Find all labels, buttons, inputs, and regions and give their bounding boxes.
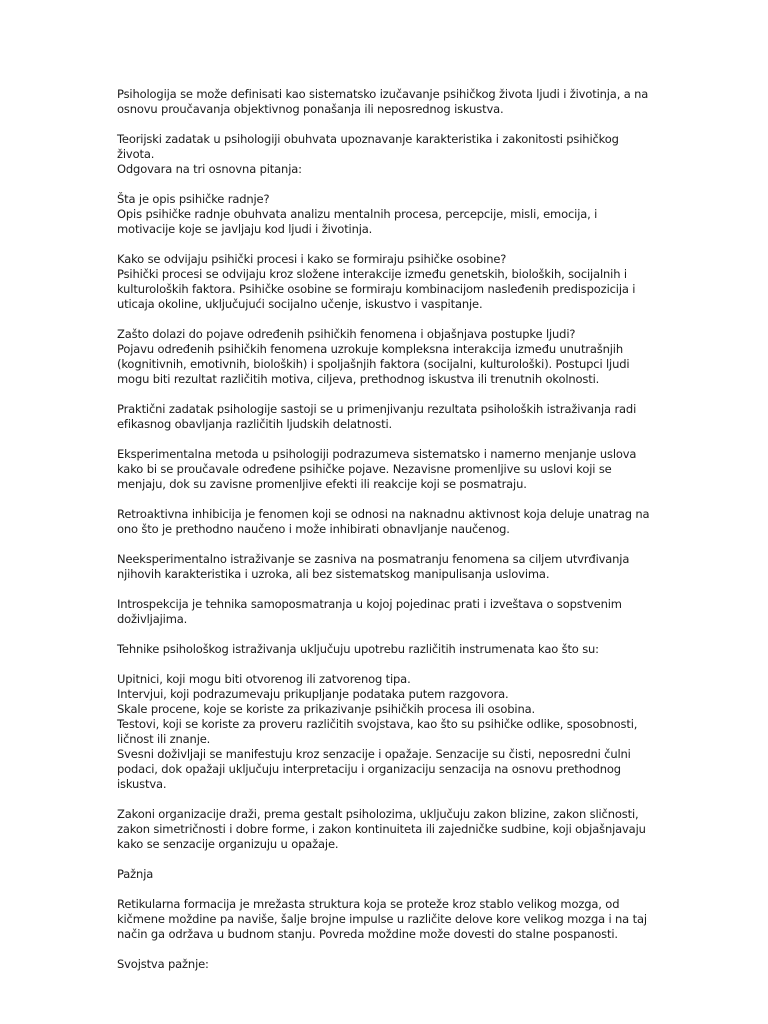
question-block-3 <box>117 327 653 387</box>
paragraph-research-techniques: Tehnike psihološkog istraživanja uključuju upotrebu različitih instrumenata kao što su: <box>117 642 599 656</box>
theoretical-task-text: Teorijski zadatak u psihologiji obuhvata upoznavanje karakteristika i zakonitosti psihičkog života. <box>117 132 619 161</box>
question-1: Šta je opis psihičke radnje? <box>117 192 270 206</box>
question-block-1 <box>117 192 653 237</box>
three-questions-intro: Odgovara na tri osnovna pitanja: <box>117 162 302 176</box>
paragraph-non-experimental: Neeksperimentalno istraživanje se zasniva na posmatranju fenomena sa ciljem utvrđivanja njihovih karakteristika i uzroka, ali bez sistematskog manipulisanja uslovima. <box>117 552 630 581</box>
paragraph-retroactive-inhibition: Retroaktivna inhibicija je fenomen koji se odnosi na naknadnu aktivnost koja deluje unatrag na ono što je prethodno naučeno i može inhibirati obnavljanje naučenog. <box>117 507 650 536</box>
question-block-2 <box>117 252 653 312</box>
answer-1: Opis psihičke radnje obuhvata analizu mentalnih procesa, percepcije, misli, emocija, i motivacije koje se javljaju kod ljudi i životinja. <box>117 207 598 236</box>
answer-2: Psihički procesi se odvijaju kroz složene interakcije između genetskih, bioloških, socijalnih i kulturoloških faktora. Psihičke osobine se formiraju kombinacijom nasleđenih predispozicija i uticaja okoline, uključujući socijalno učenje, iskustvo i vaspitanje. <box>117 267 636 311</box>
paragraph-theoretical-task <box>117 132 653 177</box>
question-2: Kako se odvijaju psihički procesi i kako se formiraju psihičke osobine? <box>117 252 507 266</box>
paragraph-experimental-method: Eksperimentalna metoda u psihologiji podrazumeva sistematsko i namerno menjanje uslova kako bi se proučavale određene psihičke pojave. Nezavisne promenljive su uslovi koji se menjaju, dok su zavisne promenljive efekti ili reakcije koji se posmatraju. <box>117 447 637 491</box>
paragraph-definition: Psihologija se može definisati kao sistematsko izučavanje psihičkog života ljudi i životinja, a na osnovu proučavanja objektivnog ponašanja ili neposrednog iskustva. <box>117 87 649 116</box>
list-item-tests: Testovi, koji se koriste za proveru različitih svojstava, kao što su psihičke odlike, sposobnosti, ličnost ili znanje. <box>117 717 638 746</box>
paragraph-practical-task: Praktični zadatak psihologije sastoji se u primenjivanju rezultata psiholoških istraživanja radi efikasnog obavljanja različitih ljudskih delatnosti. <box>117 402 637 431</box>
list-item-interviews: Intervjui, koji podrazumevaju prikupljanje podataka putem razgovora. <box>117 687 509 701</box>
answer-3: Pojavu određenih psihičkih fenomena uzrokuje kompleksna interakcija između unutrašnjih (kognitivnih, emotivnih, bioloških) i spoljašnjih faktora (socijalni, kulturološki). Postupci ljudi mogu biti rezultat različitih motiva, ciljeva, prethodnog iskustva ili trenutnih okolnosti. <box>117 342 630 386</box>
question-3: Zašto dolazi do pojave određenih psihičkih fenomena i objašnjava postupke ljudi? <box>117 327 576 341</box>
techniques-list <box>117 672 653 792</box>
paragraph-reticular-formation: Retikularna formacija je mrežasta struktura koja se proteže kroz stablo velikog mozga, od kičmene moždine pa naviše, šalje brojne impulse u različite delove kore velikog mozga i na taj način ga održava u budnom stanju. Povreda moždine može dovesti do stalne pospanosti. <box>117 897 647 941</box>
document-body <box>117 87 653 987</box>
paragraph-gestalt-laws: Zakoni organizacije draži, prema gestalt psiholozima, uključuju zakon blizine, zakon sličnosti, zakon simetričnosti i dobre forme, i zakon kontinuiteta ili zajedničke sudbine, koji objašnjavaju kako se senzacije organizuju u opažaje. <box>117 807 646 851</box>
paragraph-attention-properties: Svojstva pažnje: <box>117 957 209 971</box>
paragraph-introspection: Introspekcija je tehnika samoposmatranja u kojoj pojedinac prati i izveštava o sopstvenim doživljajima. <box>117 597 622 626</box>
list-item-questionnaires: Upitnici, koji mogu biti otvorenog ili zatvorenog tipa. <box>117 672 411 686</box>
list-item-conscious-experiences: Svesni doživljaji se manifestuju kroz senzacije i opažaje. Senzacije su čisti, neposredni čulni podaci, dok opažaji uključuju interpretaciju i organizaciju senzacija na osnovu prethodnog iskustva. <box>117 747 631 791</box>
list-item-rating-scales: Skale procene, koje se koriste za prikazivanje psihičkih procesa ili osobina. <box>117 702 535 716</box>
section-heading-attention: Pažnja <box>117 867 154 881</box>
